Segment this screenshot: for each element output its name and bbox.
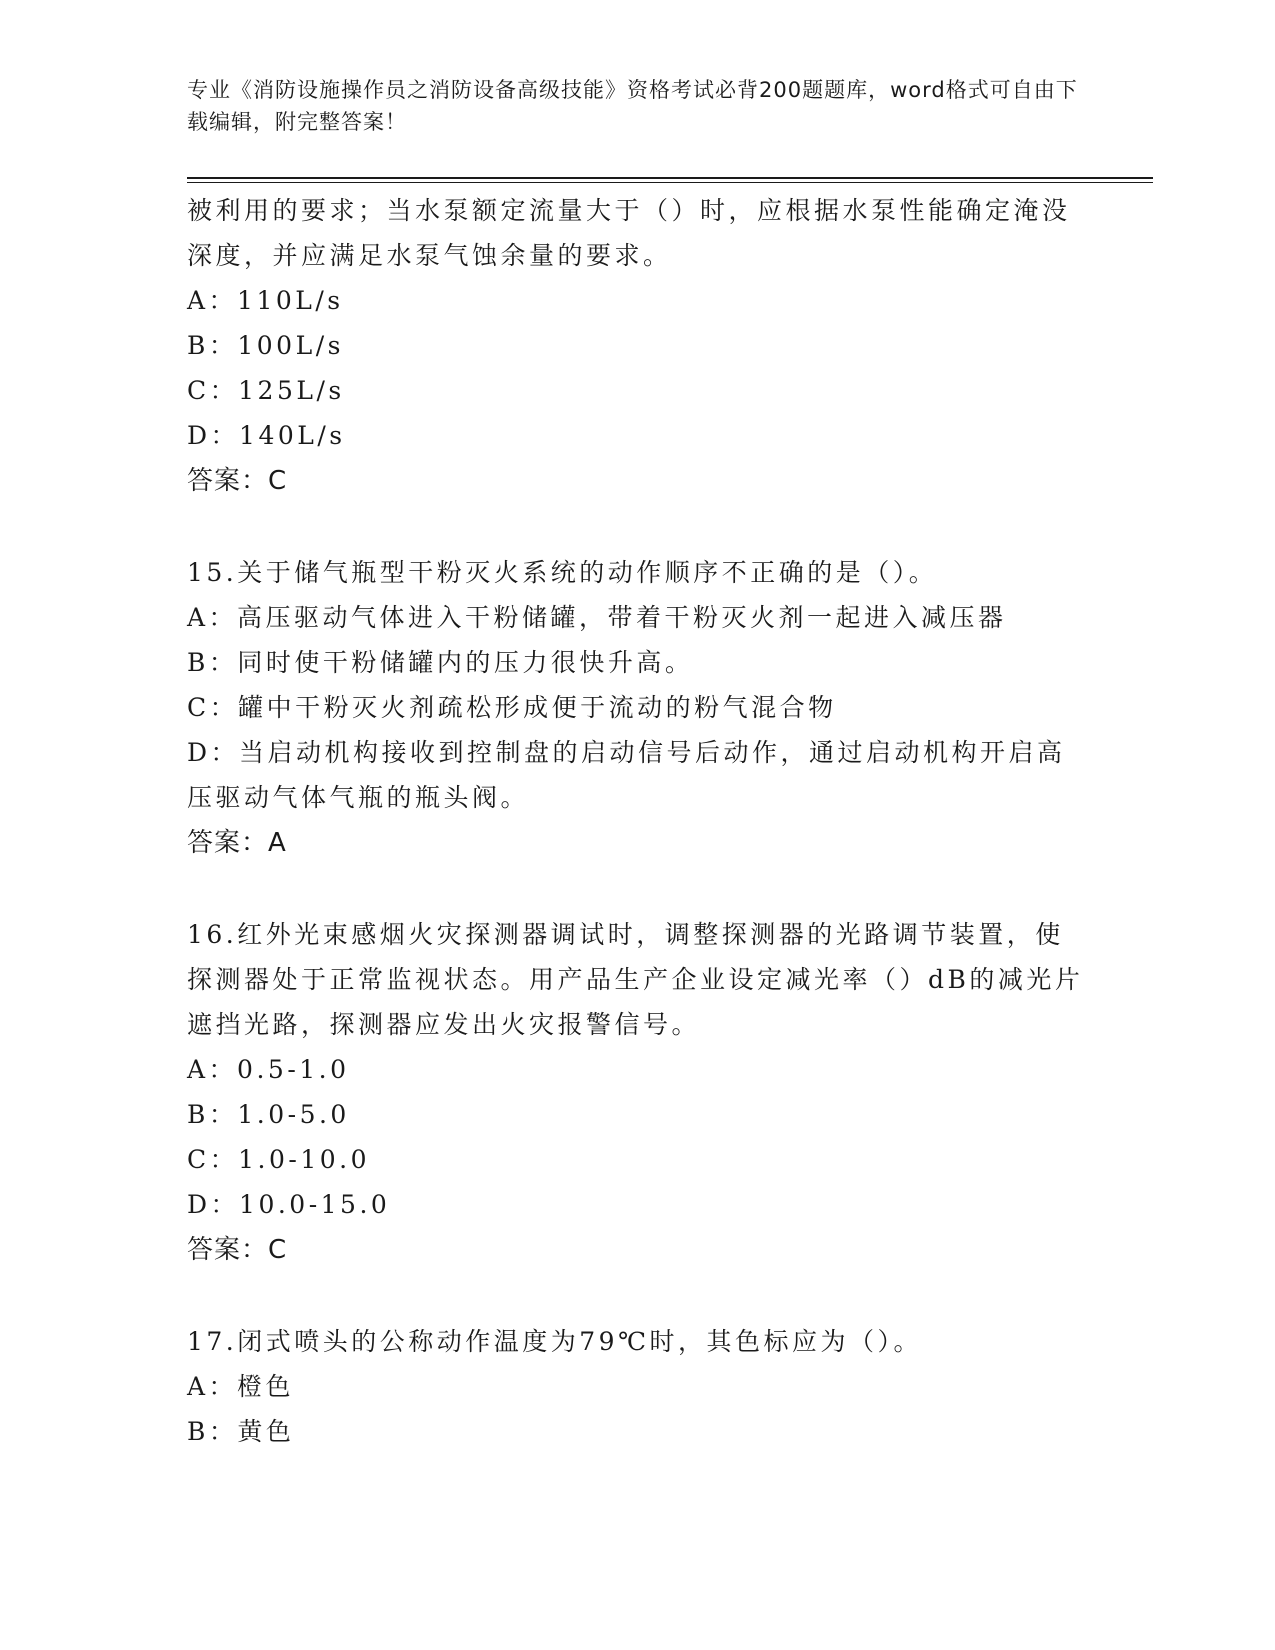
question-17 bbox=[187, 1319, 1087, 1454]
question-16-text: 16.红外光束感烟火灾探测器调试时，调整探测器的光路调节装置，使探测器处于正常监视状态。用产品生产企业设定减光率（）dB的减光片遮挡光路，探测器应发出火灾报警信号。 bbox=[187, 920, 1084, 1039]
question-14-option-c: C：125L/s bbox=[187, 376, 345, 405]
question-15 bbox=[187, 550, 1087, 866]
question-15-text: 15.关于储气瓶型干粉灭火系统的动作顺序不正确的是（）。 bbox=[187, 558, 938, 587]
question-15-option-a: A：高压驱动气体进入干粉储罐，带着干粉灭火剂一起进入减压器 bbox=[187, 603, 1007, 632]
question-14 bbox=[187, 188, 1087, 504]
question-14-text: 被利用的要求；当水泵额定流量大于（）时，应根据水泵性能确定淹没深度，并应满足水泵气蚀余量的要求。 bbox=[187, 196, 1071, 270]
question-17-option-a: A：橙色 bbox=[187, 1372, 295, 1401]
document-header: 专业《消防设施操作员之消防设备高级技能》资格考试必背200题题库，word格式可自由下载编辑，附完整答案！ bbox=[187, 78, 1078, 134]
question-16-option-a: A：0.5-1.0 bbox=[187, 1055, 350, 1084]
question-spacer bbox=[187, 504, 1087, 550]
question-17-option-b: B：黄色 bbox=[187, 1417, 295, 1446]
question-list bbox=[187, 188, 1087, 1454]
question-14-answer: 答案：C bbox=[187, 466, 288, 496]
question-16-option-d: D：10.0-15.0 bbox=[187, 1190, 391, 1219]
question-14-option-b: B：100L/s bbox=[187, 331, 344, 360]
header-rule-thin bbox=[187, 182, 1153, 183]
question-15-option-c: C：罐中干粉灭火剂疏松形成便于流动的粉气混合物 bbox=[187, 693, 837, 722]
question-16 bbox=[187, 912, 1087, 1273]
question-15-option-d: D：当启动机构接收到控制盘的启动信号后动作，通过启动机构开启高压驱动气体气瓶的瓶头阀。 bbox=[187, 738, 1066, 812]
question-17-text: 17.闭式喷头的公称动作温度为79℃时，其色标应为（）。 bbox=[187, 1327, 923, 1356]
question-16-option-b: B：1.0-5.0 bbox=[187, 1100, 350, 1129]
question-spacer bbox=[187, 866, 1087, 912]
question-14-option-d: D：140L/s bbox=[187, 421, 346, 450]
question-16-answer: 答案：C bbox=[187, 1235, 288, 1265]
question-15-option-b: B：同时使干粉储罐内的压力很快升高。 bbox=[187, 648, 694, 677]
header-rule-thick bbox=[187, 177, 1153, 179]
question-spacer bbox=[187, 1273, 1087, 1319]
question-14-option-a: A：110L/s bbox=[187, 286, 344, 315]
question-16-option-c: C：1.0-10.0 bbox=[187, 1145, 370, 1174]
question-15-answer: 答案：A bbox=[187, 828, 287, 858]
